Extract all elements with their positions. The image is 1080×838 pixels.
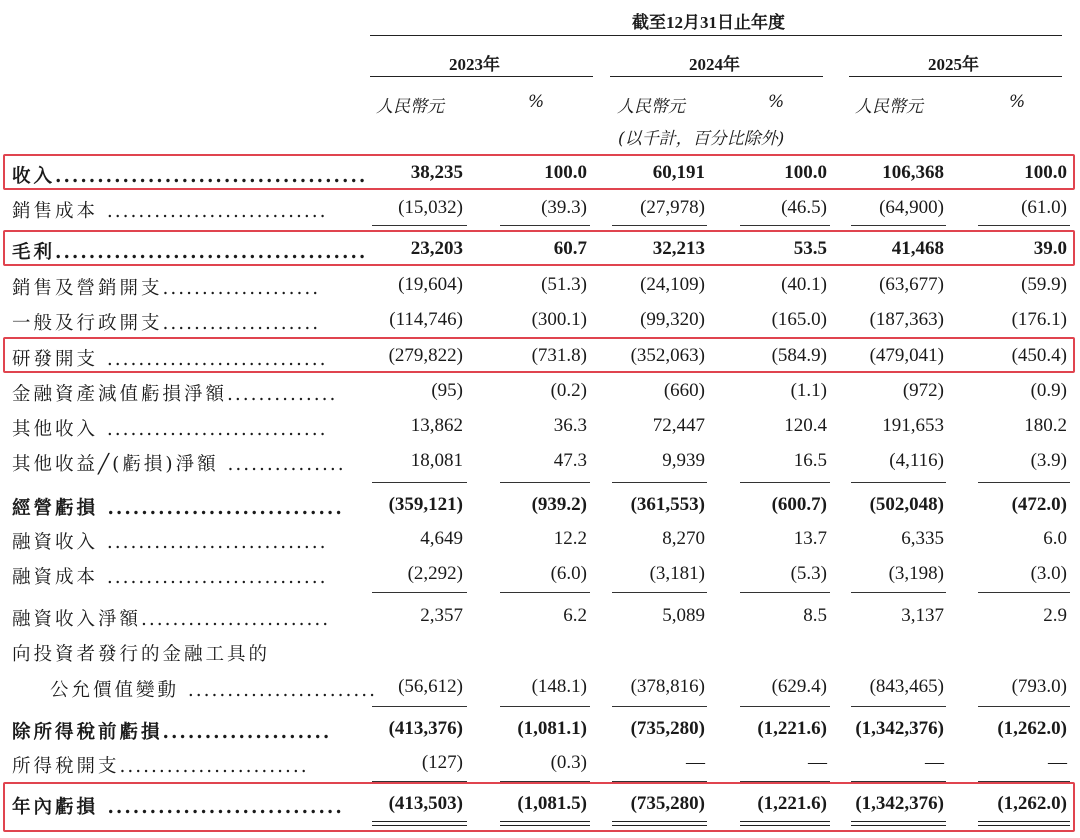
cell-2024-percent: (1,221.6) bbox=[757, 793, 827, 814]
cell-2025-amount: 106,368 bbox=[882, 162, 944, 183]
cell-2024-percent: (5.3) bbox=[790, 563, 827, 584]
cell-2025-percent: (450.4) bbox=[1011, 345, 1067, 366]
year-2025-rule bbox=[849, 76, 1062, 77]
row-label: 銷售及營銷開支.................... bbox=[12, 278, 321, 299]
cell-2024-percent: 100.0 bbox=[784, 162, 827, 183]
cell-2025-amount: (843,465) bbox=[869, 676, 944, 697]
cell-2025-amount: 6,335 bbox=[901, 528, 944, 549]
row-label: 毛利..................................... bbox=[12, 242, 368, 263]
table-row bbox=[0, 528, 1080, 562]
cell-2023-amount: 18,081 bbox=[410, 450, 463, 471]
cell-2023-amount: (2,292) bbox=[407, 563, 463, 584]
table-row bbox=[0, 380, 1080, 414]
cell-2023-amount: (413,376) bbox=[388, 718, 463, 739]
subtotal-rule bbox=[740, 781, 830, 782]
cell-2023-amount: (19,604) bbox=[398, 274, 463, 295]
cell-2024-percent: 16.5 bbox=[793, 450, 827, 471]
subtotal-rule bbox=[372, 482, 467, 483]
cell-2023-amount: 23,203 bbox=[410, 238, 463, 259]
year-2023-rule bbox=[370, 76, 593, 77]
cell-2025-percent: 100.0 bbox=[1024, 162, 1067, 183]
subtotal-rule bbox=[500, 592, 590, 593]
cell-2024-percent: 13.7 bbox=[793, 528, 827, 549]
cell-2024-amount: 60,191 bbox=[652, 162, 705, 183]
table-row bbox=[0, 238, 1080, 272]
cell-2024-amount: (3,181) bbox=[649, 563, 705, 584]
cell-2024-amount: — bbox=[686, 752, 705, 773]
cell-2023-amount: (279,822) bbox=[388, 345, 463, 366]
total-double-rule bbox=[851, 821, 946, 826]
currency-header-2023: 人民幣元 bbox=[376, 97, 444, 117]
cell-2024-amount: (352,063) bbox=[630, 345, 705, 366]
row-label: 融資收入 ............................ bbox=[12, 532, 328, 553]
subtotal-rule bbox=[372, 781, 467, 782]
row-label: 年內虧損 ............................ bbox=[12, 797, 344, 818]
cell-2023-amount: (359,121) bbox=[388, 494, 463, 515]
units-note: (以千計，百分比除外) bbox=[618, 129, 785, 149]
cell-2023-percent: (939.2) bbox=[531, 494, 587, 515]
subtotal-rule bbox=[372, 225, 467, 226]
cell-2025-amount: (64,900) bbox=[879, 197, 944, 218]
row-label: 除所得稅前虧損.................... bbox=[12, 722, 332, 743]
table-row bbox=[0, 345, 1080, 379]
cell-2023-percent: 6.2 bbox=[563, 605, 587, 626]
cell-2024-amount: (24,109) bbox=[640, 274, 705, 295]
subtotal-rule bbox=[978, 592, 1070, 593]
subtotal-rule bbox=[500, 706, 590, 707]
total-double-rule bbox=[372, 821, 467, 826]
cell-2024-percent: (165.0) bbox=[771, 309, 827, 330]
table-row bbox=[0, 162, 1080, 196]
cell-2023-percent: (1,081.1) bbox=[517, 718, 587, 739]
cell-2025-amount: 3,137 bbox=[901, 605, 944, 626]
cell-2024-percent: (1.1) bbox=[790, 380, 827, 401]
table-row bbox=[0, 676, 1080, 710]
table-row bbox=[0, 718, 1080, 752]
cell-2025-percent: (59.9) bbox=[1021, 274, 1067, 295]
cell-2025-percent: — bbox=[1048, 752, 1067, 773]
subtotal-rule bbox=[978, 706, 1070, 707]
cell-2023-amount: 13,862 bbox=[410, 415, 463, 436]
cell-2025-amount: 191,653 bbox=[882, 415, 944, 436]
row-label: 公允價值變動 ........................ bbox=[50, 680, 378, 701]
cell-2023-percent: (0.2) bbox=[550, 380, 587, 401]
subtotal-rule bbox=[612, 225, 707, 226]
subtotal-rule bbox=[978, 781, 1070, 782]
cell-2023-percent: (51.3) bbox=[541, 274, 587, 295]
table-row bbox=[0, 640, 1080, 674]
subtotal-rule bbox=[372, 706, 467, 707]
cell-2023-amount: 2,357 bbox=[420, 605, 463, 626]
subtotal-rule bbox=[500, 781, 590, 782]
cell-2024-percent: (600.7) bbox=[771, 494, 827, 515]
cell-2024-amount: 5,089 bbox=[662, 605, 705, 626]
row-label: 研發開支 ............................ bbox=[12, 349, 328, 370]
subtotal-rule bbox=[740, 592, 830, 593]
cell-2024-amount: (27,978) bbox=[640, 197, 705, 218]
cell-2024-percent: (629.4) bbox=[771, 676, 827, 697]
cell-2023-percent: 36.3 bbox=[553, 415, 587, 436]
cell-2023-amount: 38,235 bbox=[410, 162, 463, 183]
subtotal-rule bbox=[612, 706, 707, 707]
cell-2025-amount: (4,116) bbox=[889, 450, 944, 471]
cell-2024-percent: 120.4 bbox=[784, 415, 827, 436]
subtotal-rule bbox=[851, 706, 946, 707]
cell-2023-percent: 60.7 bbox=[553, 238, 587, 259]
row-label: 其他收益╱(虧損)淨額 ............... bbox=[12, 454, 346, 475]
table-row bbox=[0, 450, 1080, 484]
row-label: 收入..................................... bbox=[12, 166, 368, 187]
cell-2025-percent: (3.0) bbox=[1030, 563, 1067, 584]
row-label: 向投資者發行的金融工具的 bbox=[12, 644, 271, 665]
cell-2023-amount: (95) bbox=[431, 380, 463, 401]
table-row bbox=[0, 309, 1080, 343]
total-double-rule bbox=[500, 821, 590, 826]
row-label: 經營虧損 ............................ bbox=[12, 498, 344, 519]
subtotal-rule bbox=[740, 706, 830, 707]
subtotal-rule bbox=[612, 482, 707, 483]
subtotal-rule bbox=[851, 781, 946, 782]
subtotal-rule bbox=[372, 592, 467, 593]
subtotal-rule bbox=[851, 225, 946, 226]
subtotal-rule bbox=[500, 482, 590, 483]
cell-2024-amount: 8,270 bbox=[662, 528, 705, 549]
cell-2023-percent: (148.1) bbox=[531, 676, 587, 697]
cell-2025-amount: — bbox=[925, 752, 944, 773]
cell-2025-percent: (1,262.0) bbox=[997, 718, 1067, 739]
cell-2025-percent: 180.2 bbox=[1024, 415, 1067, 436]
cell-2025-amount: (502,048) bbox=[869, 494, 944, 515]
cell-2024-amount: 72,447 bbox=[652, 415, 705, 436]
cell-2025-percent: (793.0) bbox=[1011, 676, 1067, 697]
cell-2024-amount: 32,213 bbox=[652, 238, 705, 259]
total-double-rule bbox=[740, 821, 830, 826]
cell-2025-amount: (3,198) bbox=[888, 563, 944, 584]
cell-2024-amount: (99,320) bbox=[640, 309, 705, 330]
period-title: 截至12月31日止年度 bbox=[632, 13, 785, 32]
cell-2023-amount: (114,746) bbox=[389, 309, 463, 330]
cell-2025-amount: 41,468 bbox=[891, 238, 944, 259]
percent-header-2024: % bbox=[768, 92, 785, 112]
cell-2023-amount: 4,649 bbox=[420, 528, 463, 549]
cell-2023-percent: (6.0) bbox=[550, 563, 587, 584]
table-row bbox=[0, 274, 1080, 308]
year-2025-label: 2025年 bbox=[928, 55, 979, 74]
cell-2025-amount: (972) bbox=[902, 380, 944, 401]
cell-2025-percent: (0.9) bbox=[1030, 380, 1067, 401]
row-label: 一般及行政開支.................... bbox=[12, 313, 321, 334]
total-double-rule bbox=[612, 821, 707, 826]
cell-2025-percent: (1,262.0) bbox=[997, 793, 1067, 814]
cell-2023-percent: (39.3) bbox=[541, 197, 587, 218]
cell-2024-percent: (46.5) bbox=[781, 197, 827, 218]
subtotal-rule bbox=[978, 225, 1070, 226]
cell-2025-amount: (1,342,376) bbox=[855, 718, 944, 739]
cell-2024-percent: — bbox=[808, 752, 827, 773]
cell-2024-amount: (378,816) bbox=[630, 676, 705, 697]
table-row bbox=[0, 605, 1080, 639]
cell-2024-percent: (40.1) bbox=[781, 274, 827, 295]
year-2023-label: 2023年 bbox=[449, 55, 500, 74]
cell-2024-amount: (361,553) bbox=[630, 494, 705, 515]
row-label: 金融資產減值虧損淨額.............. bbox=[12, 384, 338, 405]
cell-2025-amount: (1,342,376) bbox=[855, 793, 944, 814]
table-row bbox=[0, 415, 1080, 449]
cell-2023-amount: (413,503) bbox=[388, 793, 463, 814]
cell-2025-percent: (472.0) bbox=[1011, 494, 1067, 515]
row-label: 所得稅開支........................ bbox=[12, 756, 309, 777]
subtotal-rule bbox=[612, 592, 707, 593]
cell-2023-amount: (127) bbox=[421, 752, 463, 773]
currency-header-2024: 人民幣元 bbox=[617, 97, 685, 117]
cell-2025-percent: 2.9 bbox=[1043, 605, 1067, 626]
cell-2023-percent: (1,081.5) bbox=[517, 793, 587, 814]
cell-2025-percent: (61.0) bbox=[1021, 197, 1067, 218]
subtotal-rule bbox=[500, 225, 590, 226]
header-rule bbox=[370, 35, 1062, 36]
row-label: 融資成本 ............................ bbox=[12, 567, 328, 588]
cell-2025-amount: (187,363) bbox=[869, 309, 944, 330]
cell-2023-percent: (731.8) bbox=[531, 345, 587, 366]
cell-2025-amount: (63,677) bbox=[879, 274, 944, 295]
total-double-rule bbox=[978, 821, 1070, 826]
cell-2025-amount: (479,041) bbox=[869, 345, 944, 366]
cell-2023-amount: (15,032) bbox=[398, 197, 463, 218]
table-row bbox=[0, 494, 1080, 528]
year-2024-rule bbox=[610, 76, 823, 77]
subtotal-rule bbox=[851, 482, 946, 483]
subtotal-rule bbox=[612, 781, 707, 782]
cell-2024-amount: 9,939 bbox=[662, 450, 705, 471]
subtotal-rule bbox=[851, 592, 946, 593]
cell-2023-amount: (56,612) bbox=[398, 676, 463, 697]
subtotal-rule bbox=[978, 482, 1070, 483]
cell-2024-amount: (660) bbox=[663, 380, 705, 401]
cell-2023-percent: 12.2 bbox=[553, 528, 587, 549]
cell-2024-percent: 53.5 bbox=[793, 238, 827, 259]
cell-2025-percent: 6.0 bbox=[1043, 528, 1067, 549]
percent-header-2023: % bbox=[528, 92, 545, 112]
cell-2025-percent: 39.0 bbox=[1033, 238, 1067, 259]
cell-2024-percent: (1,221.6) bbox=[757, 718, 827, 739]
cell-2023-percent: 47.3 bbox=[553, 450, 587, 471]
cell-2023-percent: (0.3) bbox=[550, 752, 587, 773]
row-label: 融資收入淨額........................ bbox=[12, 609, 331, 630]
cell-2025-percent: (176.1) bbox=[1011, 309, 1067, 330]
currency-header-2025: 人民幣元 bbox=[855, 97, 923, 117]
cell-2025-percent: (3.9) bbox=[1030, 450, 1067, 471]
cell-2024-amount: (735,280) bbox=[630, 718, 705, 739]
cell-2024-amount: (735,280) bbox=[630, 793, 705, 814]
row-label: 其他收入 ............................ bbox=[12, 419, 328, 440]
cell-2023-percent: (300.1) bbox=[531, 309, 587, 330]
cell-2024-percent: 8.5 bbox=[803, 605, 827, 626]
percent-header-2025: % bbox=[1009, 92, 1026, 112]
subtotal-rule bbox=[740, 482, 830, 483]
subtotal-rule bbox=[740, 225, 830, 226]
cell-2024-percent: (584.9) bbox=[771, 345, 827, 366]
row-label: 銷售成本 ............................ bbox=[12, 201, 328, 222]
cell-2023-percent: 100.0 bbox=[544, 162, 587, 183]
year-2024-label: 2024年 bbox=[689, 55, 740, 74]
